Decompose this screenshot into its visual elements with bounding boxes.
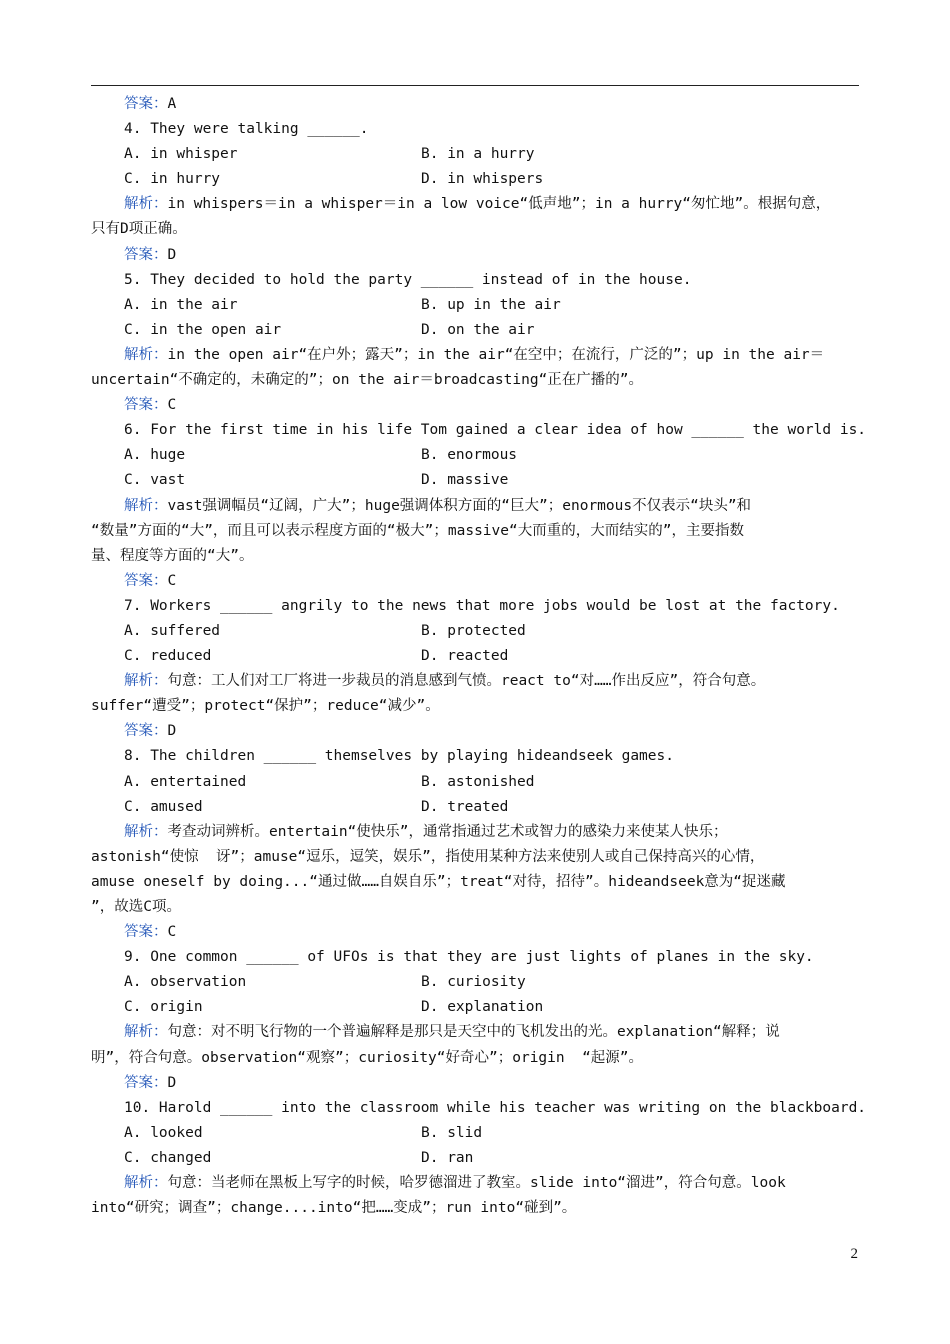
answer-label: 答案： bbox=[124, 96, 168, 112]
explanation-text: 句意：工人们对工厂将进一步裁员的消息感到气愤。react to“对……作出反应”，符合句意。 bbox=[167, 673, 766, 690]
explanation-text: 考查动词辨析。entertain“使快乐”，通常指通过艺术或智力的感染力来使某人快乐； bbox=[167, 823, 728, 840]
question-stem: 6. For the first time in his life Tom gained a clear idea of how ______ the world is. bbox=[124, 422, 867, 439]
option-left: A. looked bbox=[124, 1124, 203, 1141]
answer-options bbox=[91, 1121, 861, 1146]
explanation-label: 解析： bbox=[124, 1175, 168, 1192]
question-stem: 10. Harold ______ into the classroom while his teacher was writing on the blackboard. bbox=[124, 1099, 867, 1116]
answer-options bbox=[91, 318, 861, 343]
answer-text: A bbox=[167, 96, 177, 112]
option-left: C. vast bbox=[124, 472, 186, 489]
option-right: D. on the air bbox=[421, 321, 535, 338]
explanation-label: 解析： bbox=[124, 673, 168, 690]
page-number: 2 bbox=[850, 1246, 858, 1262]
option-right: D. massive bbox=[421, 472, 509, 489]
answer-line bbox=[91, 92, 861, 117]
answer-label: 答案： bbox=[124, 723, 168, 740]
answer-label: 答案： bbox=[124, 924, 168, 941]
explanation-text: vast强调幅员“辽阔，广大”；huge强调体积方面的“巨大”；enormous不仅表示“块头”和 bbox=[167, 497, 752, 514]
answer-options bbox=[91, 443, 861, 468]
explanation-continuation: ”，故选C项。 bbox=[91, 899, 181, 915]
option-left: A. in the air bbox=[124, 296, 238, 313]
explanation-text: 句意：对不明飞行物的一个普遍解释是那只是天空中的飞机发出的光。explanation“解释；说 bbox=[167, 1024, 780, 1041]
answer-options bbox=[91, 468, 861, 493]
answer-text: D bbox=[167, 246, 177, 263]
explanation-label: 解析： bbox=[124, 346, 168, 363]
option-right: D. explanation bbox=[421, 999, 544, 1016]
option-right: B. astonished bbox=[421, 773, 535, 790]
option-left: A. in whisper bbox=[124, 146, 238, 163]
explanation-label: 解析： bbox=[124, 196, 168, 213]
option-right: D. in whispers bbox=[421, 171, 544, 188]
explanation-label: 解析： bbox=[124, 823, 168, 840]
explanation-continuation: amuse oneself by doing...“通过做……自娱自乐”；treat“对待，招待”。hideandseek意为“捉迷藏 bbox=[91, 873, 786, 890]
option-right: B. up in the air bbox=[421, 296, 561, 313]
answer-line bbox=[91, 569, 861, 594]
question-stem: 4. They were talking ______. bbox=[124, 121, 369, 138]
option-left: C. in hurry bbox=[124, 171, 221, 188]
answer-line bbox=[91, 243, 861, 268]
answer-label: 答案： bbox=[124, 572, 168, 589]
option-left: A. suffered bbox=[124, 622, 221, 639]
header-rule bbox=[91, 85, 859, 86]
option-left: C. reduced bbox=[124, 648, 212, 665]
option-left: C. origin bbox=[124, 999, 203, 1016]
explanation-text: in whispers＝in a whisper＝in a low voice“低声地”；in a hurry“匆忙地”。根据句意， bbox=[167, 196, 831, 213]
option-right: D. reacted bbox=[421, 648, 509, 665]
question-stem: 8. The children ______ themselves by playing hideandseek games. bbox=[124, 748, 674, 765]
answer-text: C bbox=[167, 924, 177, 941]
answer-options bbox=[91, 644, 861, 669]
explanation-text: 句意：当老师在黑板上写字的时候，哈罗德溜进了教室。slide into“溜进”，符合句意。look bbox=[167, 1175, 786, 1192]
explanation-continuation: 量、程度等方面的“大”。 bbox=[91, 547, 254, 564]
explanation-line bbox=[91, 1171, 861, 1196]
answer-label: 答案： bbox=[124, 246, 168, 263]
answer-label: 答案： bbox=[124, 1074, 168, 1091]
answer-line bbox=[91, 1071, 861, 1096]
answer-options bbox=[91, 795, 861, 820]
answer-options bbox=[91, 142, 861, 167]
answer-options bbox=[91, 770, 861, 795]
answer-options bbox=[91, 995, 861, 1020]
explanation-line bbox=[91, 669, 861, 694]
answer-line bbox=[91, 719, 861, 744]
explanation-line bbox=[91, 192, 861, 217]
explanation-line bbox=[91, 820, 861, 845]
answer-text: D bbox=[167, 723, 177, 740]
explanation-label: 解析： bbox=[124, 497, 168, 514]
explanation-line bbox=[91, 494, 861, 519]
question-stem: 5. They decided to hold the party ______ instead of in the house. bbox=[124, 271, 692, 288]
question-stem: 7. Workers ______ angrily to the news that more jobs would be lost at the factory. bbox=[124, 597, 840, 614]
answer-text: C bbox=[167, 397, 177, 414]
explanation-continuation: astonish“使惊 讶”；amuse“逗乐，逗笑，娱乐”，指使用某种方法来使别人或自己保持高兴的心情， bbox=[91, 848, 765, 865]
option-right: B. protected bbox=[421, 622, 526, 639]
option-left: A. observation bbox=[124, 974, 247, 991]
explanation-text: in the open air“在户外；露天”；in the air“在空中；在流行，广泛的”；up in the air＝ bbox=[167, 346, 825, 363]
explanation-continuation: 只有D项正确。 bbox=[91, 221, 187, 238]
explanation-continuation: “数量”方面的“大”，而且可以表示程度方面的“极大”；massive“大而重的，大而结实的”，主要指数 bbox=[91, 522, 744, 539]
answer-options bbox=[91, 167, 861, 192]
option-right: B. curiosity bbox=[421, 974, 526, 991]
option-left: C. amused bbox=[124, 798, 203, 815]
document-body bbox=[91, 92, 867, 1221]
option-left: C. changed bbox=[124, 1149, 212, 1166]
answer-options bbox=[91, 293, 861, 318]
option-right: D. ran bbox=[421, 1149, 474, 1166]
option-left: A. entertained bbox=[124, 773, 247, 790]
explanation-continuation: into“研究；调查”；change....into“把……变成”；run into“碰到”。 bbox=[91, 1200, 577, 1217]
option-right: D. treated bbox=[421, 798, 509, 815]
option-right: B. slid bbox=[421, 1124, 483, 1141]
answer-text: D bbox=[167, 1074, 177, 1091]
explanation-continuation: uncertain“不确定的，未确定的”；on the air＝broadcasting“正在广播的”。 bbox=[91, 372, 644, 389]
explanation-line bbox=[91, 1020, 861, 1045]
explanation-continuation: suffer“遭受”；protect“保护”；reduce“减少”。 bbox=[91, 698, 440, 715]
option-right: B. in a hurry bbox=[421, 146, 535, 163]
explanation-label: 解析： bbox=[124, 1024, 168, 1041]
answer-line bbox=[91, 920, 861, 945]
option-left: A. huge bbox=[124, 447, 186, 464]
question-stem: 9. One common ______ of UFOs is that they are just lights of planes in the sky. bbox=[124, 949, 814, 966]
answer-options bbox=[91, 619, 861, 644]
answer-text: C bbox=[167, 572, 177, 589]
explanation-continuation: 明”，符合句意。observation“观察”；curiosity“好奇心”；origin “起源”。 bbox=[91, 1049, 644, 1066]
answer-label: 答案： bbox=[124, 397, 168, 414]
explanation-line bbox=[91, 343, 861, 368]
option-right: B. enormous bbox=[421, 447, 518, 464]
answer-line bbox=[91, 393, 861, 418]
answer-options bbox=[91, 970, 861, 995]
option-left: C. in the open air bbox=[124, 321, 282, 338]
answer-options bbox=[91, 1146, 861, 1171]
